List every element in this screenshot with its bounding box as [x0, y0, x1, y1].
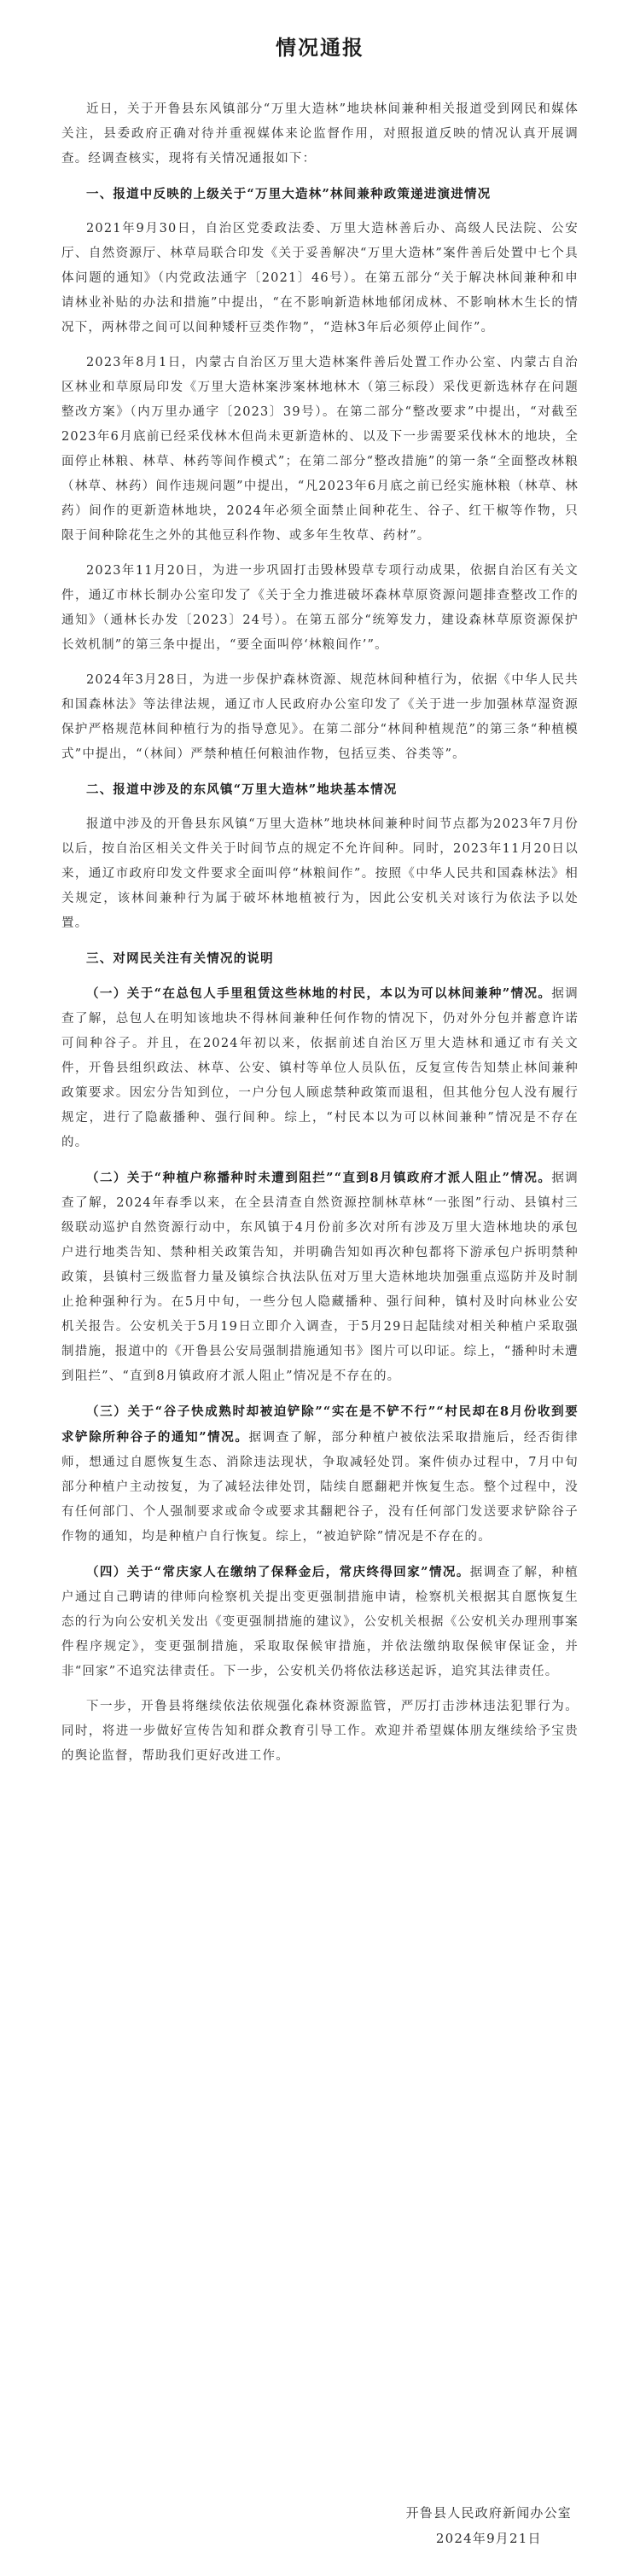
- subsection-body: 据调查了解，2024年春季以来，在全县清查自然资源控制林草林“一张图”行动、县镇村三级联动巡护自然资源行动中，东风镇于4月份前多次对所有涉及万里大造林地块的承包户进行地类告知、禁种相关政策告知，并明确告知如再次种包都将下游承包户拆明禁种政策，县镇村三级监督力量及镇综合执法队伍对万里大造林地块加强重点巡防并及时制止抢种强种行为。在5月中旬，一些分包人隐藏播种、强行间种，镇村及时向林业公安机关报告。公安机关于5月19日立即介入调查，于5月29日起陆续对相关种植户采取强制措施，报道中的《开鲁县公安局强制措施通知书》图片可以印证。综上，“播种时未遭到阻拦”、“直到8月镇政府才派人阻止”情况是不存在的。: [61, 1172, 579, 1383]
- section-heading-3: 三、对网民关注有关情况的说明: [86, 951, 274, 966]
- body-paragraph: 2023年11月20日，为进一步巩固打击毁林毁草专项行动成果，依据自治区有关文件，通辽市林长制办公室印发了《关于全力推进破坏森林草原资源问题排查整改工作的通知》（通林长办发〔2023〕24号）。在第五部分“统筹发力，建设森林草原资源保护长效机制”的第三条中提出，“要全面叫停‘林粮间作’”。: [61, 564, 579, 652]
- subsection-lead: （三）关于“谷子快成熟时却被迫铲除”“实在是不铲不行”“村民却在8月份收到要求铲除所种谷子的通知”情况。: [61, 1404, 579, 1445]
- subsection-body: 据调查了解，部分种植户被依法采取措施后，经否街律师，想通过自愿恢复生态、消除违法现状，争取减轻处罚。案件侦办过程中，7月中旬部分种植户主动按复，为了减轻法律处罚，陆续自愿翻耙并恢复生态。整个过程中，没有任何部门、个人强制要求或命令或要求其翻耙谷子，没有任何部门发送要求铲除谷子作物的通知，均是种植户自行恢复。综上，“被迫铲除”情况是不存在的。: [61, 1431, 579, 1544]
- page-title: 情况通报: [276, 35, 364, 60]
- body-paragraph: 2024年3月28日，为进一步保护森林资源、规范林间种植行为，依据《中华人民共和国森林法》等法律法规，通辽市人民政府办公室印发了《关于进一步加强林草湿资源保护严格规范林间种植行为的指导意见》。在第二部分“林间种植规范”的第三条“种植模式”中提出，“（林间）严禁种植任何粮油作物，包括豆类、谷类等”。: [61, 673, 579, 761]
- closing-paragraph: 下一步，开鲁县将继续依法依规强化森林资源监管，严厉打击涉林违法犯罪行为。同时，将进一步做好宣传告知和群众教育引导工作。欢迎并希望媒体朋友继续给予宝贵的舆论监督，帮助我们更好改进工作。: [61, 1700, 579, 1763]
- body-paragraph: 2023年8月1日，内蒙古自治区万里大造林案件善后处置工作办公室、内蒙古自治区林业和草原局印发《万里大造林案涉案林地林木（第三标段）采伐更新选林存在问题整改方案》（内万里办通字〔2023〕39号）。在第二部分“整改要求”中提出，“对截至2023年6月底前已经采伐林木但尚未更新造林的、以及下一步需要采伐林木的地块，全面停止林粮、林草、林药等间作模式”；在第二部分“整改措施”的第一条“全面整改林粮（林草、林药）间作违规问题”中提出，“凡2023年6月底之前已经实施林粮（林草、林药）间作的更新造林地块，2024年必须全面禁止间种花生、谷子、红干椒等作物，只限于间种除花生之外的其他豆科作物、或多年生牧草、药材”。: [61, 356, 579, 543]
- subsection-body: 据调查了解，种植户通过自己聘请的律师向检察机关提出变更强制措施申请，检察机关根据其自愿恢复生态的行为向公安机关发出《变更强制措施的建议》，公安机关根据《公安机关办理刑事案件程序规定》，变更强制措施，采取取保候审措施，并依法缴纳取保候审保证金，并非“回家”不追究法律责任。下一步，公安机关仍将依法移送起诉，追究其法律责任。: [61, 1566, 579, 1678]
- issue-date: 2024年9月21日: [435, 2531, 542, 2546]
- subsection-paragraph: [61, 1399, 579, 1550]
- subsection-lead: （一）关于“在总包人手里租赁这些林地的村民，本以为可以林间兼种”情况。: [86, 986, 552, 1001]
- subsection-body: 据调查了解，总包人在明知该地块不得林间兼种任何作物的情况下，仍对外分包并蓄意许诺可间种谷子。并且，在2024年初以来，依据前述自治区万里大造林和通辽市有关文件，开鲁县组织政法、林草、公安、镇村等单位人员队伍，反复宣传告知禁止林间兼种政策要求。因宏分告知到位，一户分包人顾虑禁种政策而退租，但其他分包人没有履行规定，进行了隐蔽播种、强行间种。综上，“村民本以为可以林间兼种”情况是不存在的。: [61, 987, 579, 1149]
- body-paragraph: 报道中涉及的开鲁县东风镇“万里大造林”地块林间兼种时间节点都为2023年7月份以后，按自治区相关文件关于时间节点的规定不允许间种。同时，2023年11月20日以来，通辽市政府印发文件要求全面叫停“林粮间作”。按照《中华人民共和国森林法》相关规定，该林间兼种行为属于破坏林地植被行为，因此公安机关对该行为依法予以处置。: [61, 817, 579, 930]
- subsection-paragraph: [61, 1560, 579, 1684]
- subsection-lead: （二）关于“种植户称播种时未遭到阻拦”“直到8月镇政府才派人阻止”情况。: [86, 1171, 552, 1185]
- intro-paragraph: 近日，关于开鲁县东风镇部分“万里大造林”地块林间兼种相关报道受到网民和媒体关注，县委政府正确对待并重视媒体来论监督作用，对照报道反映的情况认真开展调查。经调查核实，现将有关情况通报如下：: [61, 102, 579, 166]
- issuer-name: 开鲁县人民政府新闻办公室: [405, 2505, 572, 2521]
- signature-block: [406, 2500, 572, 2551]
- document-body: [61, 97, 579, 1769]
- subsection-paragraph: [61, 1166, 579, 1389]
- body-paragraph: 2021年9月30日，自治区党委政法委、万里大造林善后办、高级人民法院、公安厅、自然资源厅、林草局联合印发《关于妥善解决“万里大造林”案件善后处置中七个具体问题的通知》（内党政法通字〔2021〕46号）。在第五部分“关于解决林间兼种和申请林业补贴的办法和措施”中提出，“在不影响新造林地郁闭成林、不影响林木生长的情况下，两林带之间可以间种矮杆豆类作物”，“造林3年后必须停止间作”。: [61, 222, 579, 334]
- section-heading-2: 二、报道中涉及的东风镇“万里大造林”地块基本情况: [86, 782, 398, 797]
- subsection-paragraph: [61, 981, 579, 1155]
- subsection-lead: （四）关于“常庆家人在缴纳了保释金后，常庆终得回家”情况。: [86, 1565, 470, 1579]
- section-heading-1: 一、报道中反映的上级关于“万里大造林”林间兼种政策递进演进情况: [86, 187, 492, 201]
